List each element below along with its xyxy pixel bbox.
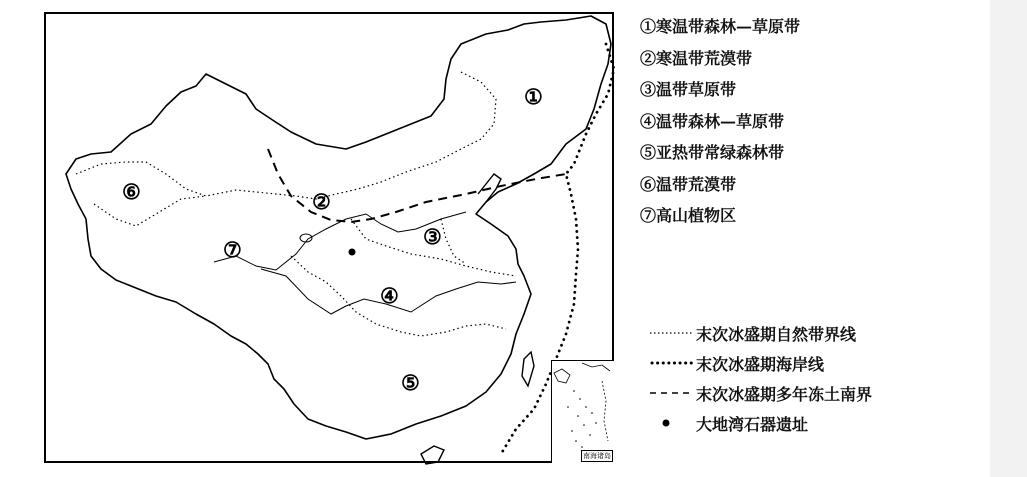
zone-legend	[640, 14, 940, 235]
fine-dotted-line-icon	[648, 328, 696, 338]
south-china-sea-inset	[551, 360, 614, 463]
side-panel	[990, 0, 1027, 477]
line-legend-label: 大地湾石器遗址	[696, 414, 809, 434]
zone-legend-item: ①寒温带森林—草原带	[640, 17, 801, 36]
dashed-line-icon	[648, 388, 696, 398]
zone-legend-item: ②寒温带荒漠带	[640, 48, 753, 68]
zone-7-label: ⑦	[223, 237, 242, 262]
zone-1-label: ①	[524, 84, 543, 109]
map-frame	[44, 12, 614, 463]
line-legend-label: 末次冰盛期海岸线	[696, 354, 825, 374]
zone-legend-item: ⑦高山植物区	[640, 206, 737, 225]
zone-4-label: ④	[380, 283, 399, 308]
line-legend-label: 末次冰盛期自然带界线	[696, 324, 857, 344]
line-legend-row	[648, 348, 958, 378]
line-legend-row	[648, 318, 958, 348]
zone-6-label: ⑥	[122, 179, 141, 204]
zone-3-label: ③	[423, 224, 442, 249]
line-legend-label: 末次冰盛期多年冻土南界	[696, 384, 873, 404]
black-dot-icon	[648, 418, 696, 428]
line-legend-row	[648, 378, 958, 408]
china-border	[66, 16, 611, 439]
bold-dotted-line-icon	[648, 358, 696, 368]
zone-legend-item: ⑤亚热带常绿森林带	[640, 143, 785, 162]
map-drawing	[46, 14, 616, 465]
zone-legend-item: ⑥温带荒漠带	[640, 174, 737, 194]
zone-legend-item: ③温带草原带	[640, 80, 737, 99]
dadiwan-site-dot	[349, 249, 356, 256]
line-legend-row	[648, 408, 958, 438]
zone-legend-item: ④温带森林—草原带	[640, 111, 785, 131]
zone-2-label: ②	[312, 189, 331, 214]
inset-drawing	[552, 361, 614, 463]
inset-label: 南海诸岛	[583, 452, 611, 460]
line-legend	[648, 318, 958, 438]
zone-5-label: ⑤	[401, 370, 420, 395]
zone-boundaries	[76, 72, 516, 336]
